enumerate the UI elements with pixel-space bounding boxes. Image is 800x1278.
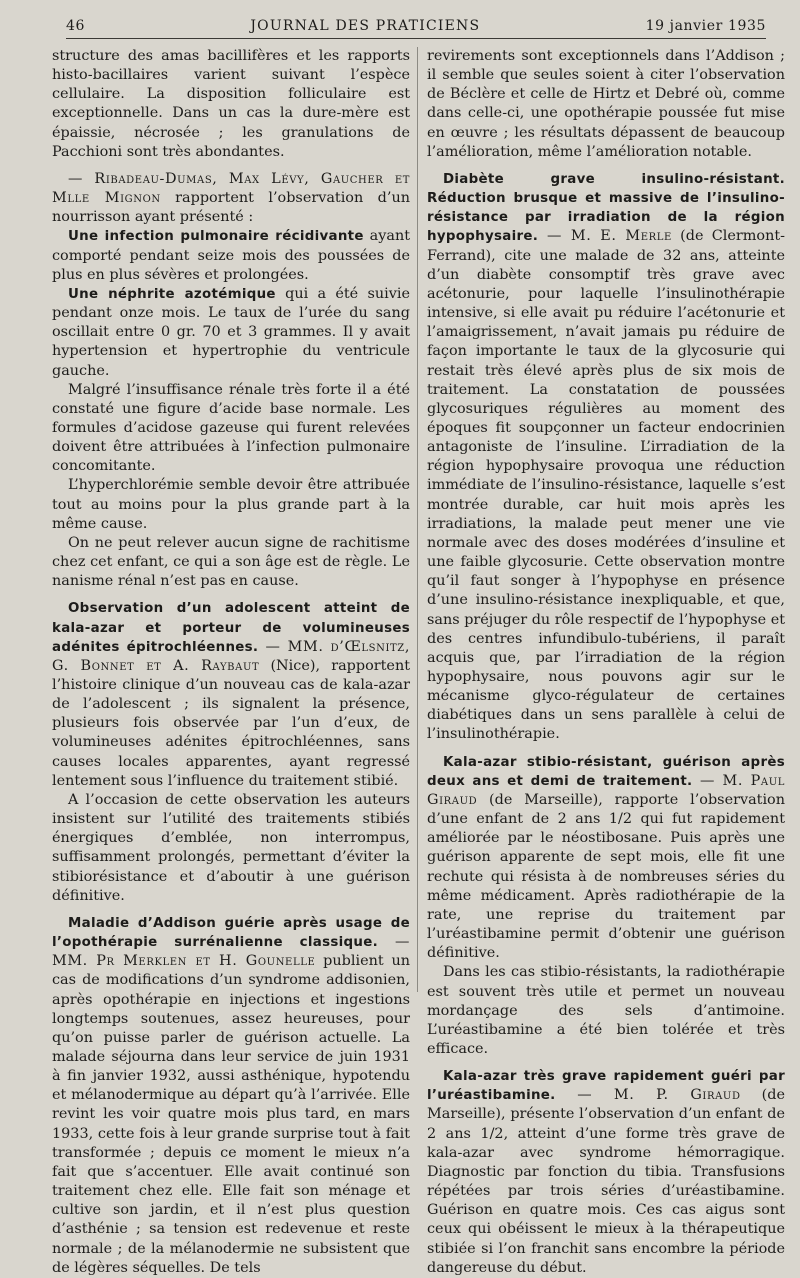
- article-observation-kala-azar: Observation d’un adolescent atteint de kala-azar et porteur de volumineuses adénites épitrochléennes. — MM. d’Œlsnitz, G. Bonnet et A. Raybaut (Nice), rapportent l’histoire clinique d’un nouveau cas de kala-azar de l’adolescent ; ils signalent la présence, plusieurs fois observée par l’un d’eux, de volumineuses adénites épitrochléennes, sans causes locales apparentes, ayant regressé lentement sous l’influence du traitement stibié.: [52, 601, 410, 789]
- paragraph: Une néphrite azotémique qui a été suivie pendant onze mois. Le taux de l’urée du sang oscillait entre 0 gr. 70 et 3 grammes. Il y avait hypertension et hypertrophie du ventricule gauche.: [52, 285, 410, 379]
- article-heading: Maladie d’Addison guérie après usage de l’opothérapie surrénalienne classique.: [52, 915, 410, 951]
- article-heading: Kala-azar stibio-résistant, guérison après deux ans et demi de traitement.: [427, 754, 785, 789]
- left-column: [52, 47, 410, 1278]
- article-addison: Maladie d’Addison guérie après usage de l’opothérapie surrénalienne classique. — MM. Pr Merklen et H. Gounelle publient un cas de modifications d’un syndrome addisonien, après opothérapie en injections et ingestions longtemps soutenues, assez heureuses, pour qu’on puisse parler de guérison actuelle. La malade séjourna dans leur service de juin 1931 à fin janvier 1932, aussi asthénique, hypotendu et mélanodermique au départ qu’à l’arrivée. Elle revint les voir quatre mois plus tard, en mars 1933, cette fois à leur grande surprise tout à fait transformée ; depuis ce moment le mieux n’a fait que s’accentuer. Elle avait continué son traitement chez elle. Elle fait son ménage et cultive son jardin, et il n’est plus question d’asthénie ; sa tension est redevenue et reste normale ; de la mélanodermie ne subsistent que de légères séquelles. De tels: [52, 915, 411, 1276]
- article-kala-azar-grave: Kala-azar très grave rapidement guéri par l’uréastibamine. — M. P. Giraud (de Marseille), présente l’observation d’un enfant de 2 ans 1/2, atteint d’une forme très grave de kala-azar avec syndrome hémorragique. Diagnostic par fonction du tibia. Transfusions répétées par trois séries d’uréastibamine. Guérison en quatre mois. Ces cas aigus sont ceux qui obéissent le mieux à la thérapeutique stibiée si l’on franchit sans encombre la période dangereuse du début.: [427, 1069, 786, 1276]
- subheading: Une néphrite azotémique: [68, 286, 276, 302]
- article-diabete: Diabète grave insulino-résistant. Réduction brusque et massive de l’insulino-résistance par irradiation de la région hypophysaire. — M. E. Merle (de Clermont-Ferrand), cite une malade de 32 ans, atteinte d’un diabète consomptif très grave avec acétonurie, pour laquelle l’insulinothérapie intensive, si elle avait pu réduire l’acétonurie et l’amaigrissement, n’avait jamais pu réduire de façon importante le taux de la glycosurie qui restait très élevé après plus de six mois de traitement. La constatation de poussées glycosuriques régulières au moment des époques fit soupçonner un facteur endocrinien antagoniste de l’insuline. L’irradiation de la région hypophysaire provoqua une réduction immédiate de l’insulino-résistance, laquelle s’est montrée durable, car huit mois après les irradiations, la malade peut mener une vie normale avec des doses modérées d’insuline et une faible glycosurie. Cette observation montre qu’il faut songer à l’hypophyse en présence d’une insulino-résistance inexpliquable, et que, sans préjuger du rôle respectif de l’hypophyse et des centres infundibulo-tubériens, il paraît acquis que, par l’irradiation de la région hypophysaire, nous pouvons agir sur le mécanisme glyco-régulateur de certaines diabétiques dans un sens parallèle à celui de l’insulinothérapie.: [427, 171, 785, 743]
- paragraph: — Ribadeau-Dumas, Max Lévy, Gaucher et Mlle Mignon rapportent l’observation d’un nourrisson ayant présenté :: [52, 170, 410, 226]
- journal-title: JOURNAL DES PRATICIENS: [250, 18, 481, 34]
- article-heading: Observation d’un adolescent atteint de kala-azar et porteur de volumineuses adénites épitrochléennes.: [52, 601, 410, 655]
- paragraph: A l’occasion de cette observation les auteurs insistent sur l’utilité des traitements stibiés énergiques d’emblée, non interrompus, suffisamment prolongés, permettant d’éviter la stibiorésistance et d’aboutir à une guérison définitive.: [52, 791, 410, 904]
- paragraph: Malgré l’insuffisance rénale très forte il a été constaté une figure d’acide base normale. Les formules d’acidose gazeuse qui furent relevées doivent être attribuées à l’infection pulmonaire concomitante.: [52, 381, 410, 475]
- authors: — MM. Pr Merklen et H. Gounelle: [52, 934, 411, 970]
- paragraph: On ne peut relever aucun signe de rachitisme chez cet enfant, ce qui a son âge est de règle. Le nanisme rénal n’est pas en cause.: [52, 534, 410, 590]
- article-heading: Kala-azar très grave rapidement guéri par l’uréastibamine.: [427, 1069, 785, 1104]
- authors: — M. Paul Giraud: [427, 772, 786, 808]
- paragraph: revirements sont exceptionnels dans l’Addison ; il semble que seules soient à citer l’observation de Béclère et celle de Hirtz et Debré où, comme dans celle-ci, une opothérapie poussée fut mise en œuvre ; les résultats dépassent de beaucoup l’amélioration, même l’amélioration notable.: [427, 48, 785, 160]
- paragraph: Une infection pulmonaire récidivante ayant comporté pendant seize mois des poussées de plus en plus sévères et prolongées.: [52, 228, 410, 283]
- issue-date: 19 janvier 1935: [645, 18, 766, 34]
- paragraph: structure des amas bacillifères et les rapports histo-bacillaires varient suivant l’espèce cellulaire. La disposition folliculaire est exceptionnelle. Dans un cas la dure-mère est épaissie, nécrosée ; les granulations de Pacchioni sont très abondantes.: [52, 48, 410, 160]
- paragraph: Dans les cas stibio-résistants, la radiothérapie est souvent très utile et permet un nouveau mordançage des sels d’antimoine. L’uréastibamine a été bien tolérée et très efficace.: [427, 964, 785, 1057]
- authors: — MM. d’Œlsnitz, G. Bonnet et A. Raybaut: [52, 638, 410, 674]
- running-header: [66, 14, 766, 39]
- authors: — M. P. Giraud: [555, 1087, 741, 1104]
- authors: — Ribadeau-Dumas, Max Lévy, Gaucher et Mlle Mignon: [52, 170, 410, 207]
- subheading: Une infection pulmonaire récidivante: [68, 229, 364, 245]
- article-kala-azar-stibio: Kala-azar stibio-résistant, guérison après deux ans et demi de traitement. — M. Paul Giraud (de Marseille), rapporte l’observation d’une enfant de 2 ans 1/2 qui fut rapidement améliorée par le néostibosane. Puis après une guérison apparente de sept mois, elle fit une rechute qui résista à de nombreuses séries du même médicament. Après radiothérapie de la rate, une reprise du traitement par l’uréastibamine permit d’obtenir une guérison définitive.: [427, 754, 786, 962]
- page-number: 46: [66, 18, 86, 34]
- column-divider: [417, 47, 418, 992]
- authors: — M. E. Merle: [538, 228, 672, 245]
- article-heading: Diabète grave insulino-résistant. Réduction brusque et massive de l’insulino-résistance par irradiation de la région hypophysaire.: [427, 171, 785, 245]
- right-column: [427, 47, 785, 1278]
- paragraph: L’hyperchlorémie semble devoir être attribuée tout au moins pour la plus grande part à la même cause.: [52, 477, 410, 532]
